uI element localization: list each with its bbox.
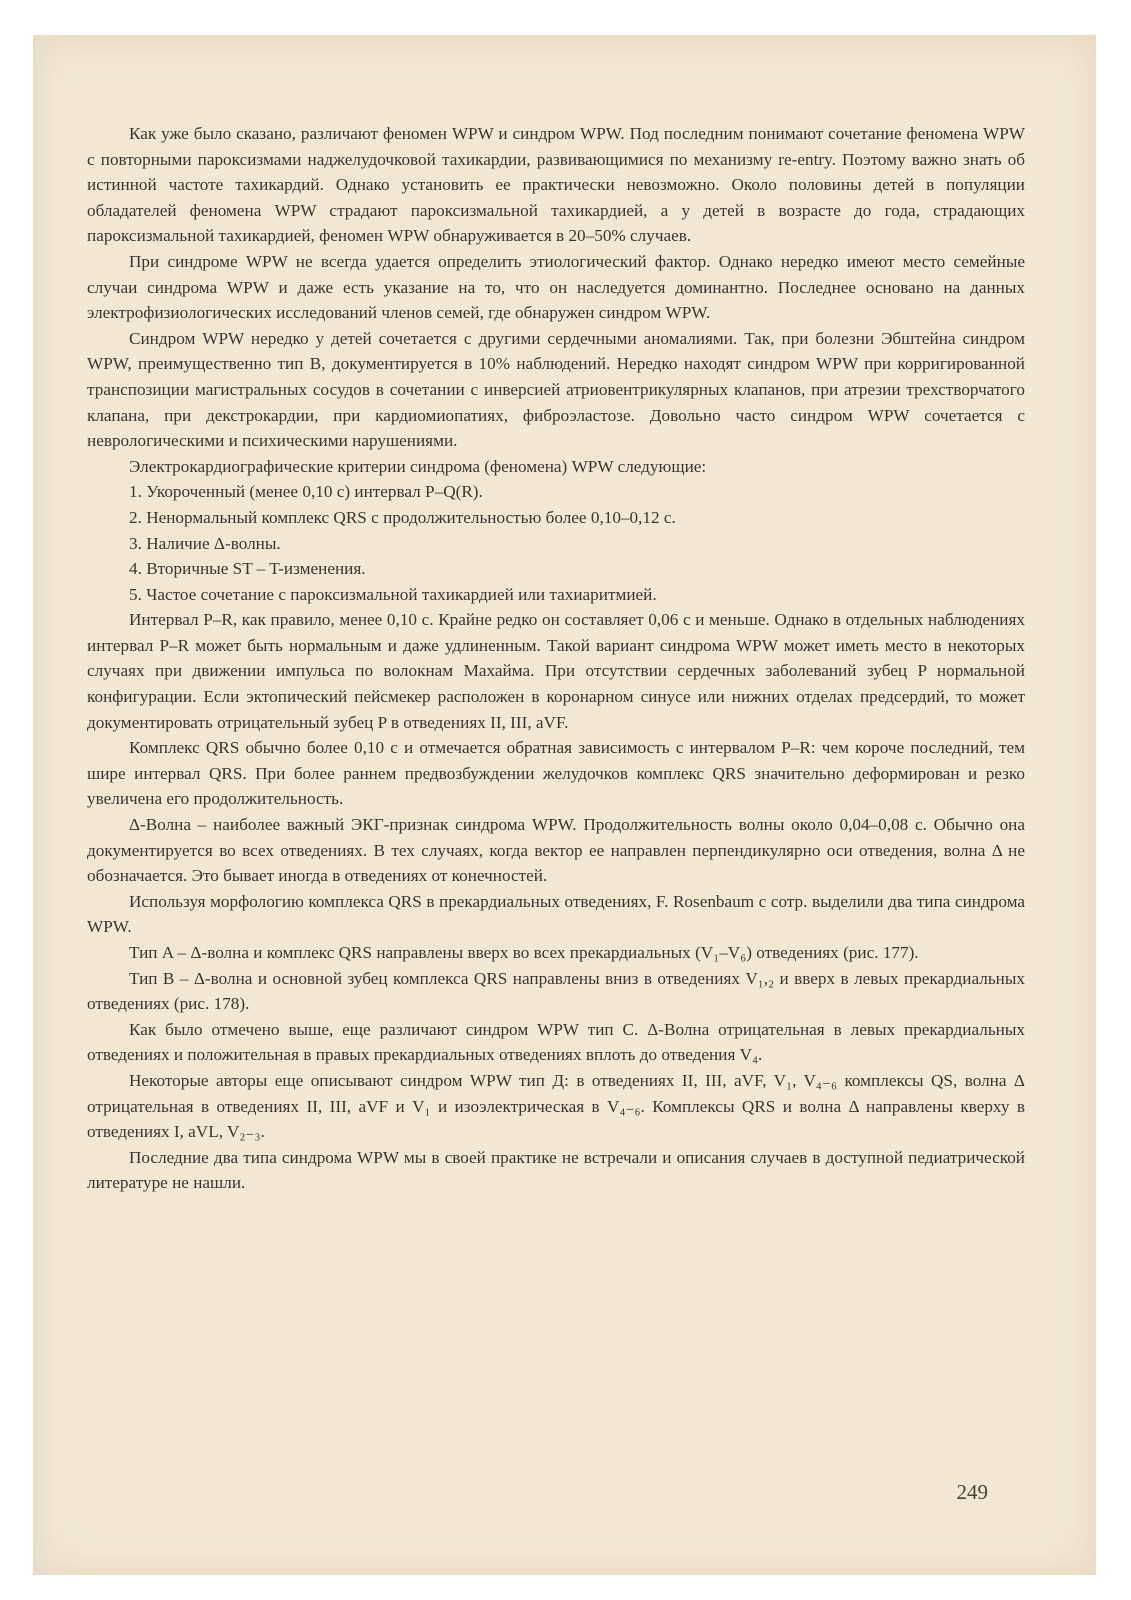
paragraph: Синдром WPW нередко у детей сочетается с другими сердечными аномалиями. Так, при болезни Эбштейна синдром WPW, преимущественно тип B, документируется в 10% наблюдений. Нередко находят синдром WPW при корригированной транспозиции магистральных сосудов в сочетании с инверсией атриовентрикулярных клапанов, при атрезии трехстворчатого клапана, при декстрокардии, при кардиомиопатиях, фиброэластозе. Довольно часто синдром WPW сочетается с неврологическими и психическими нарушениями. — [87, 328, 1025, 451]
paragraph: При синдроме WPW не всегда удается определить этиологический фактор. Однако нередко имеют место семейные случаи синдрома WPW и даже есть указание на то, что он наследуется доминантно. Последнее основано на данных электрофизиологических исследований членов семей, где обнаружен синдром WPW. — [87, 251, 1025, 323]
page-number: 249 — [956, 1480, 988, 1504]
list-item: 4. Вторичные ST – T-изменения. — [129, 559, 366, 579]
list-item: 3. Наличие Δ-волны. — [129, 533, 281, 553]
paragraph: Как уже было сказано, различают феномен WPW и синдром WPW. Под последним понимают сочетание феномена WPW с повторными пароксизмами наджелудочковой тахикардии, развивающимися по механизму re-entry. Поэтому важно знать об истинной частоте тахикардий. Однако установить ее практически невозможно. Около половины детей в популяции обладателей феномена WPW страдают пароксизмальной тахикардией, а у детей в возрасте до года, страдающих пароксизмальной тахикардией, феномен WPW обнаруживается в 20–50% случаев. — [87, 124, 1025, 246]
paragraph: Δ-Волна – наиболее важный ЭКГ-признак синдрома WPW. Продолжительность волны около 0,04–0,08 с. Обычно она документируется во всех отведениях. В тех случаях, когда вектор ее направлен перпендикулярно оси отведения, волна Δ не обозначается. Это бывает иногда в отведениях от конечностей. — [87, 815, 1025, 886]
paragraph: Интервал P–R, как правило, менее 0,10 с. Крайне редко он составляет 0,06 с и меньше. Однако в отдельных наблюдениях интервал P–R может быть нормальным и даже удлиненным. Такой вариант синдрома WPW может иметь место в некоторых случаях при движении импульса по волокнам Махайма. При отсутствии сердечных заболеваний зубец P нормальной конфигурации. Если эктопический пейсмекер расположен в коронарном синусе или нижних отделах предсердий, то может документировать отрицательный зубец P в отведениях II, III, aVF. — [87, 610, 1025, 732]
paragraph: Используя морфологию комплекса QRS в прекардиальных отведениях, F. Rosenbaum с сотр. выделили два типа синдрома WPW. — [87, 891, 1025, 937]
page-text — [87, 121, 1025, 1196]
paragraph: Электрокардиографические критерии синдрома (феномена) WPW следующие: — [129, 456, 707, 476]
list-item: 2. Ненормальный комплекс QRS с продолжительностью более 0,10–0,12 с. — [129, 507, 676, 527]
paragraph: Тип B – Δ-волна и основной зубец комплекса QRS направлены вниз в отведениях V₁,₂ и вверх в левых прекардиальных отведениях (рис. 178). — [87, 968, 1025, 1014]
list-item: 5. Частое сочетание с пароксизмальной тахикардией или тахиаритмией. — [129, 584, 657, 604]
paragraph: Как было отмечено выше, еще различают синдром WPW тип C. Δ-Волна отрицательная в левых прекардиальных отведениях и положительная в правых прекардиальных отведениях вплоть до отведения V₄. — [87, 1019, 1025, 1065]
criteria-list — [87, 479, 1025, 607]
paragraph: Некоторые авторы еще описывают синдром WPW тип Д: в отведениях II, III, aVF, V₁, V₄₋₆ комплексы QS, волна Δ отрицательная в отведениях II, III, aVF и V₁ и изоэлектрическая в V₄₋₆. Комплексы QRS и волна Δ направлены кверху в отведениях I, aVL, V₂₋₃. — [87, 1070, 1025, 1142]
book-page — [33, 35, 1096, 1575]
paragraph: Тип A – Δ-волна и комплекс QRS направлены вверх во всех прекардиальных (V₁–V₆) отведениях (рис. 177). — [129, 943, 919, 962]
list-item: 1. Укороченный (менее 0,10 с) интервал P–Q(R). — [129, 482, 483, 502]
paragraph: Комплекс QRS обычно более 0,10 с и отмечается обратная зависимость с интервалом P–R: чем короче последний, тем шире интервал QRS. При более раннем предвозбуждении желудочков комплекс QRS значительно деформирован и резко увеличена его продолжительность. — [87, 738, 1025, 809]
paragraph: Последние два типа синдрома WPW мы в своей практике не встречали и описания случаев в доступной педиатрической литературе не нашли. — [87, 1147, 1025, 1193]
